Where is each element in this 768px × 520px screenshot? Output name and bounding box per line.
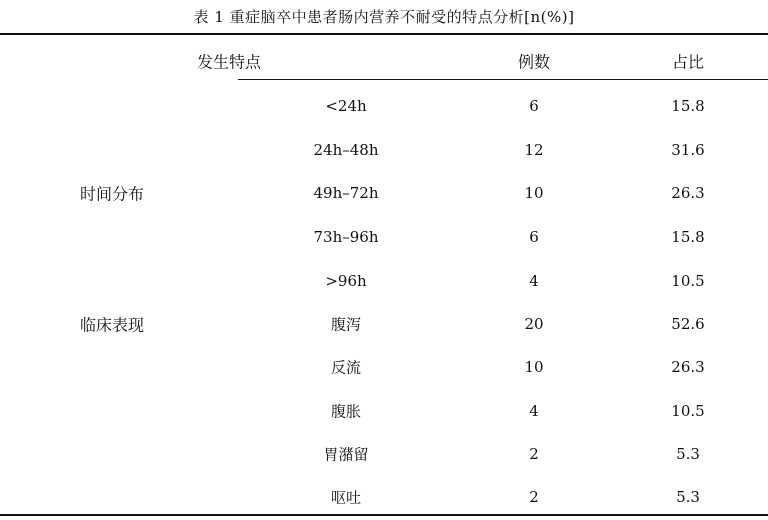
header-count: 例数 xyxy=(517,52,551,72)
table-caption: 表 1 重症脑卒中患者肠内营养不耐受的特点分析[n(%)] xyxy=(193,8,575,26)
row-ratio: 26.3 xyxy=(671,358,705,376)
top-rule xyxy=(0,33,768,35)
row-count: 20 xyxy=(524,315,544,333)
row-item: 反流 xyxy=(330,358,362,377)
row-item: 呕吐 xyxy=(330,488,362,507)
row-ratio: 26.3 xyxy=(671,184,705,202)
row-ratio: 10.5 xyxy=(671,402,705,420)
row-item: 胃潴留 xyxy=(323,445,369,464)
row-count: 4 xyxy=(529,272,539,290)
row-item: <24h xyxy=(325,97,367,115)
row-ratio: 10.5 xyxy=(671,272,705,290)
row-count: 2 xyxy=(529,488,539,506)
row-ratio: 15.8 xyxy=(671,228,705,246)
row-ratio: 15.8 xyxy=(671,97,705,115)
row-ratio: 5.3 xyxy=(676,445,700,463)
row-count: 6 xyxy=(529,97,539,115)
row-item: >96h xyxy=(325,272,367,290)
header-feature: 发生特点 xyxy=(196,52,262,72)
row-count: 6 xyxy=(529,228,539,246)
row-item: 24h–48h xyxy=(313,141,379,159)
row-ratio: 52.6 xyxy=(671,315,705,333)
group-time: 时间分布 xyxy=(80,184,145,204)
row-count: 10 xyxy=(524,184,544,202)
row-ratio: 5.3 xyxy=(676,488,700,506)
row-ratio: 31.6 xyxy=(671,141,705,159)
row-item: 49h–72h xyxy=(313,184,379,202)
header-rule xyxy=(238,79,768,80)
row-count: 2 xyxy=(529,445,539,463)
row-item: 73h–96h xyxy=(313,228,379,246)
header-ratio: 占比 xyxy=(671,52,705,72)
group-clinical: 临床表现 xyxy=(80,315,145,335)
row-item: 腹泻 xyxy=(330,315,362,334)
row-item: 腹胀 xyxy=(330,402,362,421)
bottom-rule xyxy=(0,514,768,516)
row-count: 12 xyxy=(524,141,544,159)
row-count: 4 xyxy=(529,402,539,420)
row-count: 10 xyxy=(524,358,544,376)
